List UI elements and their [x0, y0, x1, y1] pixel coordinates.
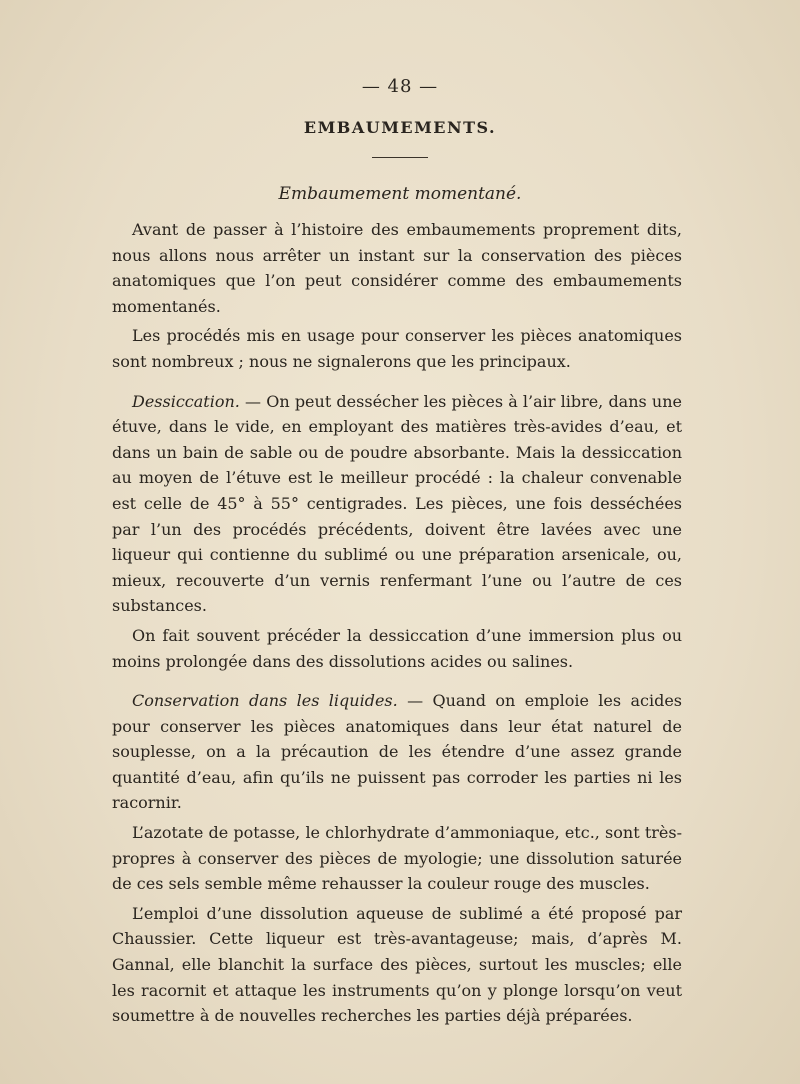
paragraph-sublime: [112, 901, 682, 1029]
paragraph-dessiccation: [112, 389, 682, 619]
page-number: — 48 —: [361, 76, 439, 97]
paragraph-text: — Quand on emploie les acides pour conserver les pièces anatomiques dans leur état naturel de souplesse, on a la précaution de les étendre d’une assez grande quantité d’eau, afin qu’ils ne puissent pas corroder les parties ni les racornir.: [112, 691, 683, 813]
runin-heading: Dessiccation.: [132, 391, 240, 411]
paragraph-intro: [112, 217, 682, 319]
paragraph-liquides: [112, 688, 682, 816]
paragraph-immersion: [112, 623, 682, 674]
paragraph-text: Avant de passer à l’histoire des embaumements proprement dits, nous allons nous arrêter un instant sur la conservation des pièces anatomiques que l’on peut considérer comme des embaumements momentanés.: [112, 220, 682, 316]
section-title: EMBAUMEMENTS.: [303, 118, 497, 137]
body-text: [112, 217, 682, 1029]
paragraph-text: — On peut dessécher les pièces à l’air libre, dans une étuve, dans le vide, en employant des matières très-avides d’eau, et dans un bain de sable ou de poudre absorbante. Mais la dessiccation au moyen de l’étuve est le meilleur procédé : la chaleur convenable est celle de 45° à 55° centigrades. Les pièces, une fois desséchées par l’un des procédés précédents, doivent être lavées avec une liqueur qui contienne du sublimé ou une préparation arsenicale, ou, mieux, recouverte d’un vernis renfermant l’une ou l’autre de ces substances.: [112, 391, 682, 616]
runin-heading: Conservation dans les liquides.: [132, 691, 398, 711]
paragraph-procedes: [112, 323, 682, 374]
paragraph-text: L’azotate de potasse, le chlorhydrate d’ammoniaque, etc., sont très-propres à conserver des pièces de myologie; une dissolution saturée de ces sels semble même rehausser la couleur rouge des muscles.: [112, 823, 682, 894]
paragraph-text: On fait souvent précéder la dessiccation d’une immersion plus ou moins prolongée dans des dissolutions acides ou salines.: [112, 625, 682, 671]
title-rule: [372, 157, 428, 158]
paragraph-text: L’emploi d’une dissolution aqueuse de sublimé a été proposé par Chaussier. Cette liqueur est très-avantageuse; mais, d’après M. Gannal, elle blanchit la surface des pièces, surtout les muscles; elle les racornit et attaque les instruments qu’on y plonge lorsqu’on veut soumettre à de nouvelles recherches les parties déjà préparées.: [112, 903, 682, 1026]
paragraph-text: Les procédés mis en usage pour conserver les pièces anatomiques sont nombreux ; nous ne signalerons que les principaux.: [112, 326, 682, 371]
paragraph-azotate: [112, 820, 682, 897]
subtitle: Embaumement momentané.: [278, 184, 522, 204]
